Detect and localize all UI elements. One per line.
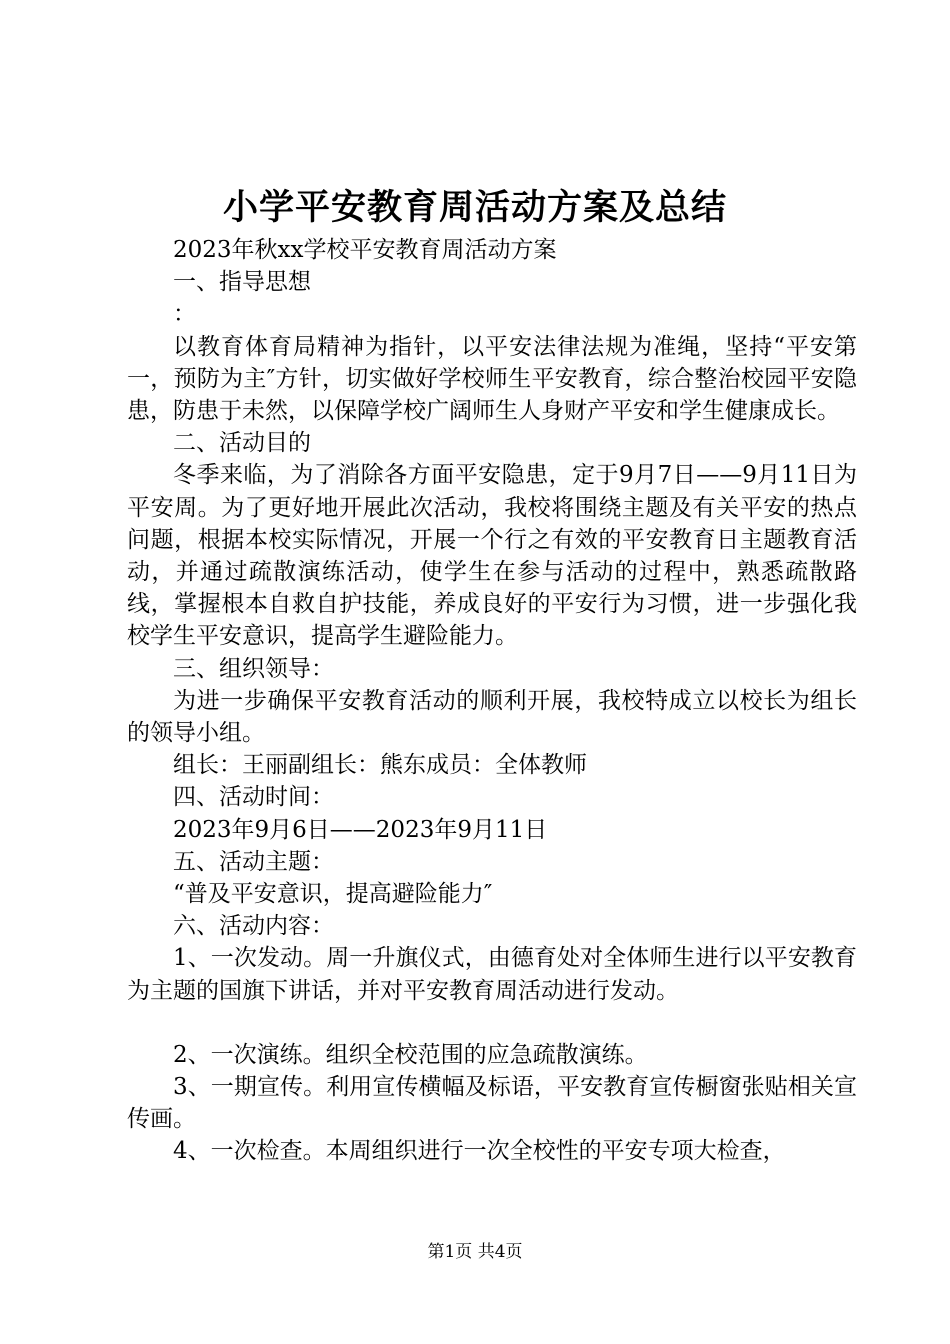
document-body <box>127 234 857 1168</box>
paragraph-content-item-3: 3、一期宣传。利用宣传横幅及标语，平安教育宣传橱窗张贴相关宣传画。 <box>127 1074 857 1133</box>
paragraph-group-members: 组长：王丽副组长：熊东成员：全体教师 <box>173 752 587 779</box>
paragraph-content-item-4: 4、一次检查。本周组织进行一次全校性的平安专项大检查， <box>173 1138 786 1165</box>
paragraph-organization: 为进一步确保平安教育活动的顺利开展，我校特成立以校长为组长的领导小组。 <box>127 687 857 747</box>
document-title: 小学平安教育周活动方案及总结 <box>222 187 727 228</box>
section-heading-organization: 三、组织领导： <box>173 655 334 682</box>
section-heading-activity-content: 六、活动内容： <box>173 913 334 940</box>
section-heading-activity-time: 四、活动时间： <box>173 784 334 811</box>
page-indicator: 第1页 共4页 <box>427 1242 523 1262</box>
paragraph-guiding-ideology: 以教育体育局精神为指针，以平安法律法规为准绳，坚持“平安第一，预防为主″方针，切实做好学校师生平安教育，综合整治校园平安隐患，防患于未然，以保障学校广阔师生人身财产平安和学生健康成长。 <box>127 333 857 425</box>
paragraph-activity-time: 2023年9月6日——2023年9月11日 <box>173 816 548 843</box>
paragraph-activity-theme: “普及平安意识，提高避险能力″ <box>173 881 493 908</box>
paragraph-content-item-1: 1、一次发动。周一升旗仪式，由德育处对全体师生进行以平安教育为主题的国旗下讲话，并对平安教育周活动进行发动。 <box>127 945 857 1004</box>
paragraph-activity-purpose: 冬季来临，为了消除各方面平安隐患，定于9月7日——9月11日为平安周。为了更好地开展此次活动，我校将围绕主题及有关平安的热点问题，根据本校实际情况，开展一个行之有效的平安教育日主题教育活动，并通过疏散演练活动，使学生在参与活动的过程中，熟悉疏散路线，掌握根本自救自护技能，养成良好的平安行为习惯，进一步强化我校学生平安意识，提高学生避险能力。 <box>127 462 857 650</box>
section-heading-activity-theme: 五、活动主题： <box>173 848 334 875</box>
section-heading-guiding-ideology: 一、指导思想 <box>173 269 311 296</box>
paragraph-colon: ： <box>173 301 196 328</box>
paragraph-plan-heading: 2023年秋xx学校平安教育周活动方案 <box>173 237 557 263</box>
paragraph-content-item-2: 2、一次演练。组织全校范围的应急疏散演练。 <box>173 1041 648 1068</box>
section-heading-activity-purpose: 二、活动目的 <box>173 430 311 457</box>
